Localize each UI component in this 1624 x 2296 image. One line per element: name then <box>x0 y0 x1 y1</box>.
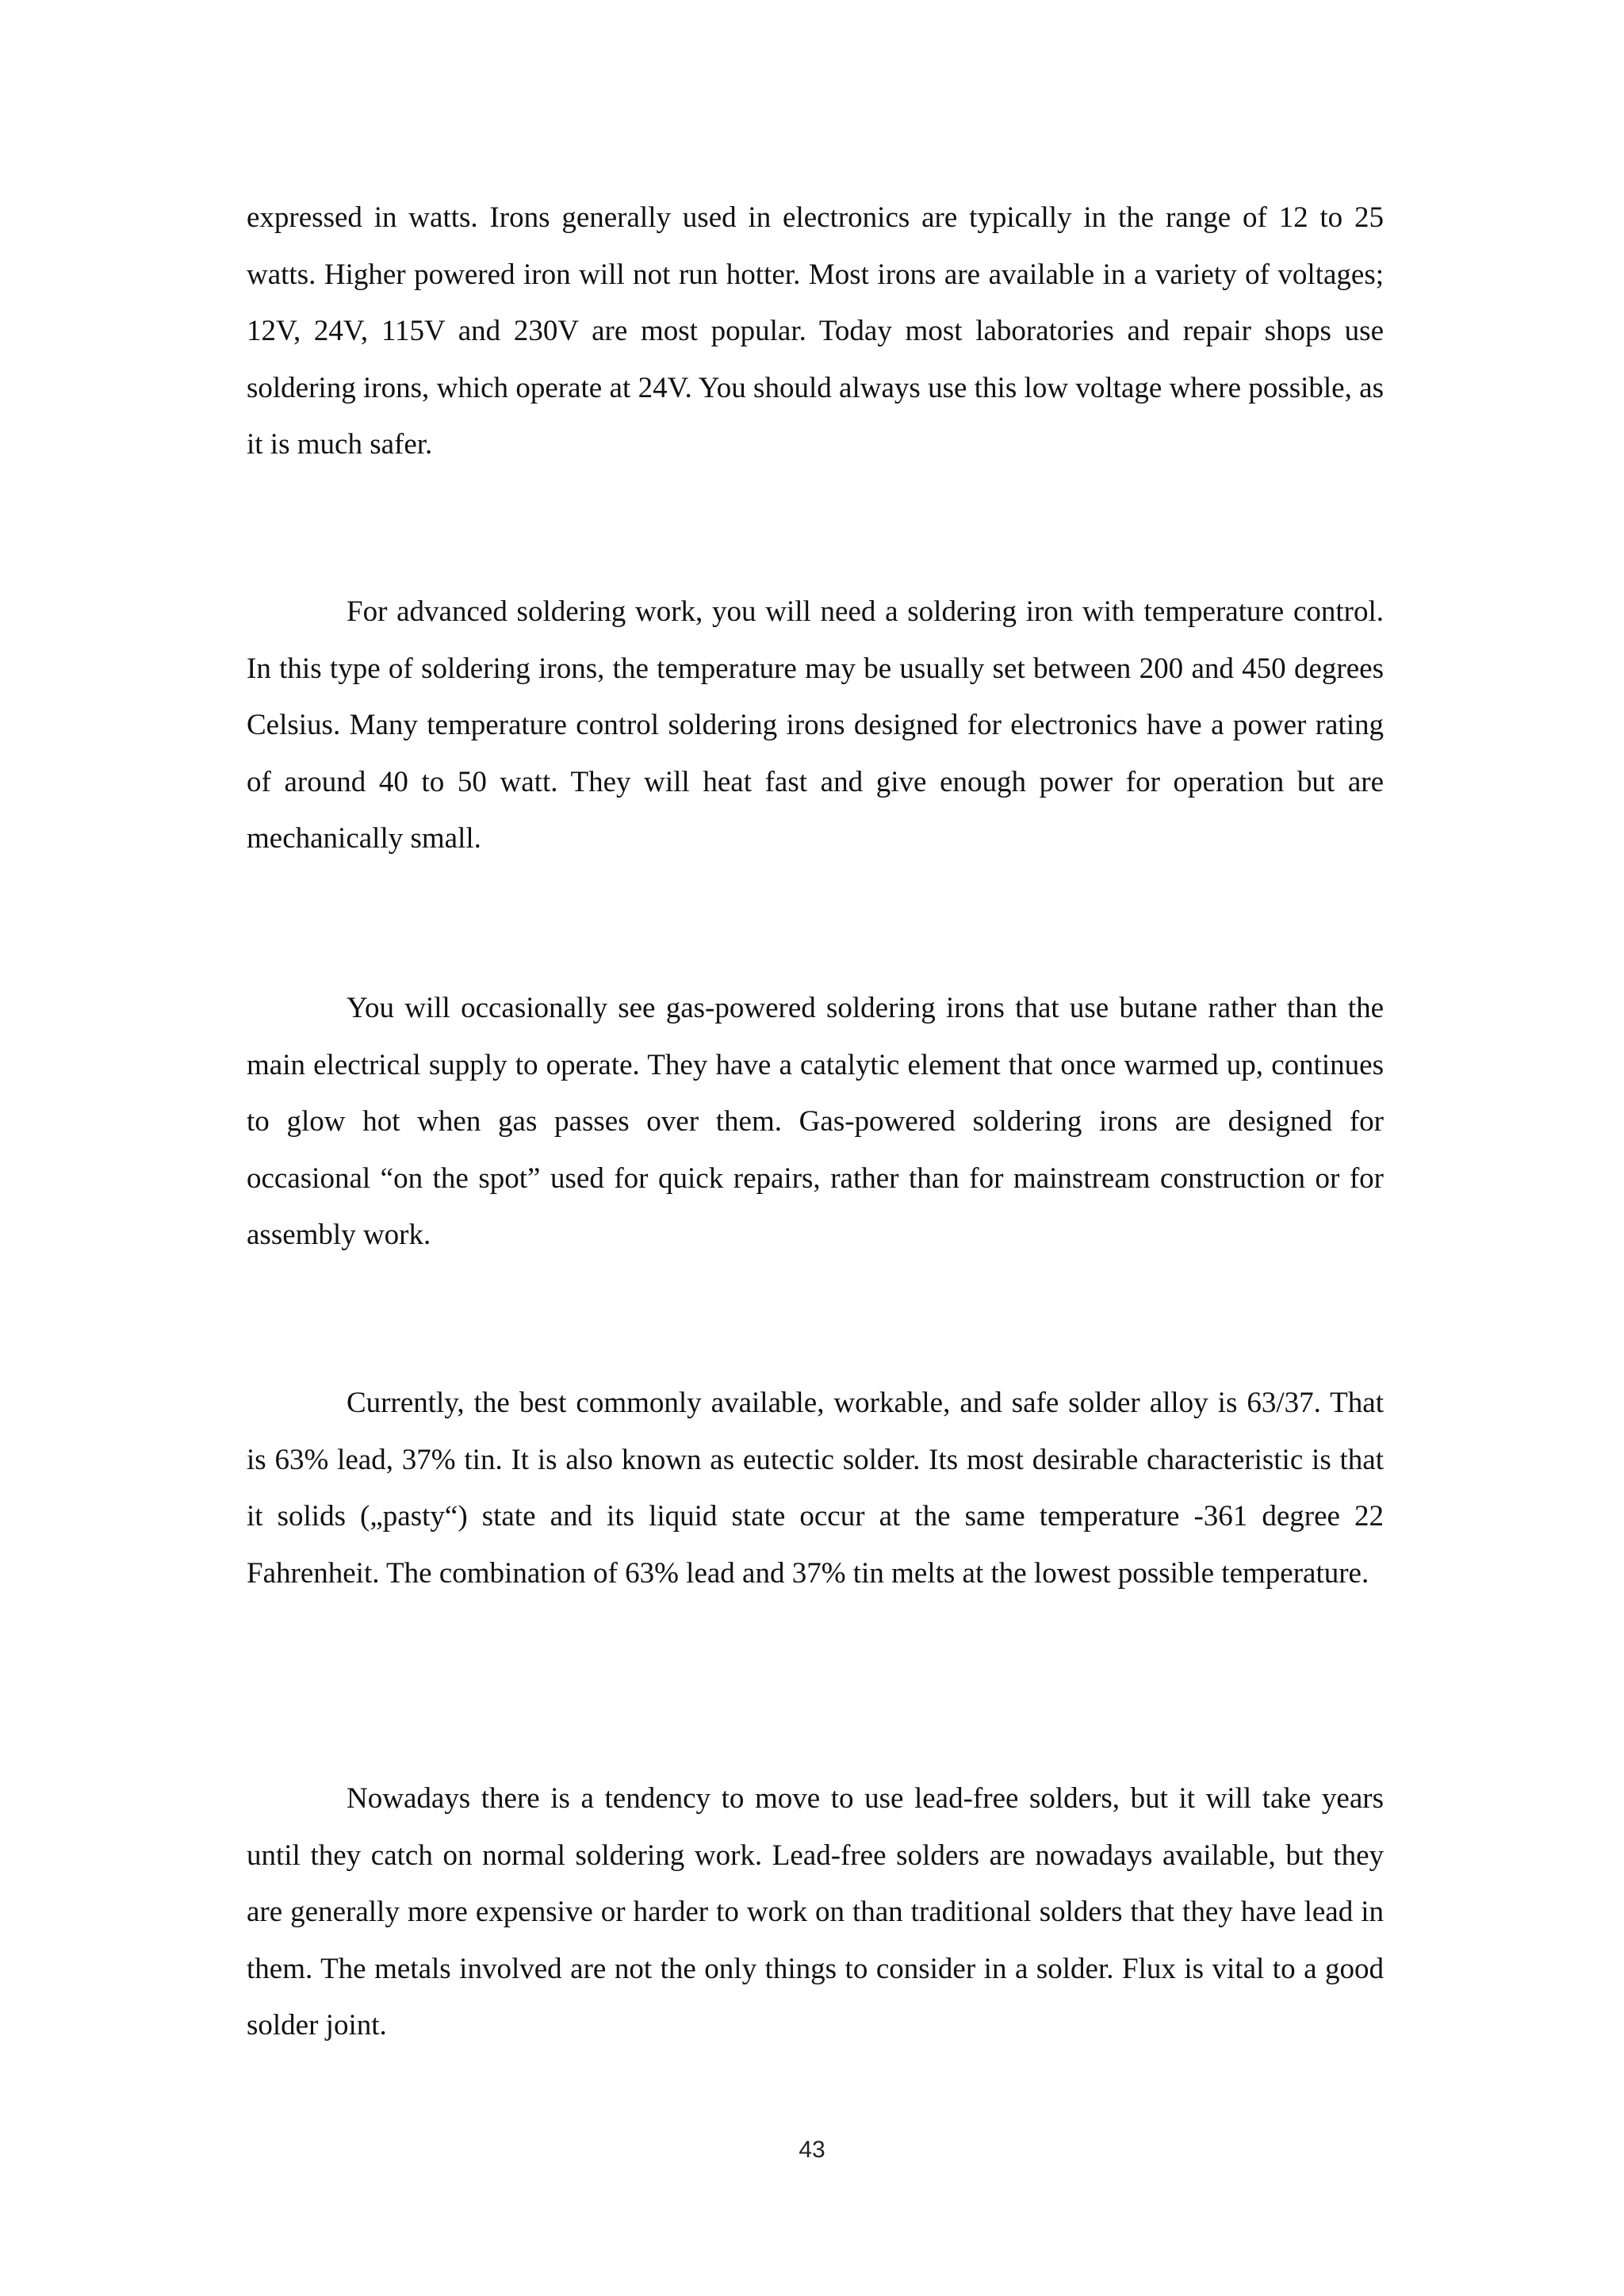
paragraph-2: For advanced soldering work, you will need a soldering iron with temperature control. In this type of soldering irons, the temperature may be usually set between 200 and 450 degrees Celsius. Many temperature control soldering irons designed for electronics have a power rating of around 40 to 50 watt. They will heat fast and give enough power for operation but are mechanically small. <box>247 595 1384 855</box>
page-number: 43 <box>799 2137 825 2163</box>
paragraph-1: expressed in watts. Irons generally used in electronics are typically in the range of 12 to 25 watts. Higher powered iron will not run hotter. Most irons are available in a variety of voltages; 12V, 24V, 115V and 230V are most popular. Today most laboratories and repair shops use soldering irons, which operate at 24V. You should always use this low voltage where possible, as it is much safer. <box>247 201 1384 461</box>
paragraph-4: Currently, the best commonly available, workable, and safe solder alloy is 63/37. That is 63% lead, 37% tin. It is also known as eutectic solder. Its most desirable characteristic is that it solids („pasty“) state and its liquid state occur at the same temperature -361 degree 22 Fahrenheit. The combination of 63% lead and 37% tin melts at the lowest possible temperature. <box>247 1387 1384 1590</box>
paragraph-3: You will occasionally see gas-powered soldering irons that use butane rather than the main electrical supply to operate. They have a catalytic element that once warmed up, continues to glow hot when gas passes over them. Gas-powered soldering irons are designed for occasional “on the spot” used for quick repairs, rather than for mainstream construction or for assembly work. <box>247 992 1384 1251</box>
paragraph-5: Nowadays there is a tendency to move to use lead-free solders, but it will take years until they catch on normal soldering work. Lead-free solders are nowadays available, but they are generally more expensive or harder to work on than traditional solders that they have lead in them. The metals involved are not the only things to consider in a solder. Flux is vital to a good solder joint. <box>247 1782 1384 2042</box>
